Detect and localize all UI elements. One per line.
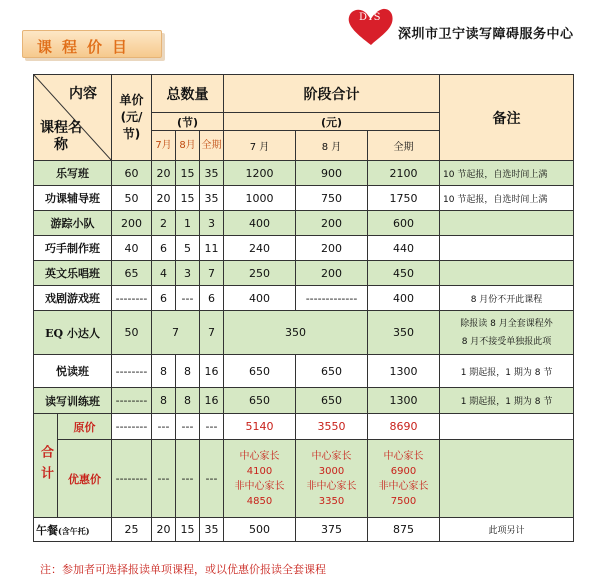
- qty-all: 35: [200, 161, 224, 186]
- center-parent-label: 中心家长: [383, 450, 424, 462]
- amt-jul: 500: [224, 518, 296, 542]
- section-title-banner: [22, 30, 162, 58]
- dys-heart-logo: [345, 5, 397, 47]
- qty-all: 16: [200, 355, 224, 388]
- discount-price-label: 优惠价: [68, 472, 101, 486]
- course-name: [34, 518, 112, 542]
- course-name: 戏剧游戏班: [34, 286, 112, 311]
- qty-aug: 5: [176, 236, 200, 261]
- amt-jul-aug: 350: [224, 311, 368, 355]
- course-name: EQ 小达人: [34, 311, 112, 355]
- amt-all-discount: [368, 440, 440, 518]
- table-row: [34, 261, 574, 286]
- qty-jul-aug: 7: [152, 311, 200, 355]
- qty-jul: 20: [152, 518, 176, 542]
- amt-aug: 750: [296, 186, 368, 211]
- amt-aug: -------------: [296, 286, 368, 311]
- price: 50: [112, 311, 152, 355]
- course-name: 功课辅导班: [34, 186, 112, 211]
- qty-jul: 6: [152, 286, 176, 311]
- amt-aug: 200: [296, 211, 368, 236]
- header-row-1: [34, 75, 574, 113]
- remark: 此项另计: [440, 518, 574, 542]
- amt-aug: 200: [296, 261, 368, 286]
- course-name: 巧手制作班: [34, 236, 112, 261]
- center-parent-price: 4100: [246, 465, 273, 477]
- course-name: 悦读班: [34, 355, 112, 388]
- qty-aug: 15: [176, 186, 200, 211]
- remark: 1 期起报，1 期为 8 节: [440, 388, 574, 414]
- remark: [440, 236, 574, 261]
- qty-jul: 2: [152, 211, 176, 236]
- logo-text: DYS: [359, 12, 381, 23]
- lunch-row: [34, 518, 574, 542]
- amt-aug: 375: [296, 518, 368, 542]
- qty-aug: 8: [176, 388, 200, 414]
- price: --------: [112, 440, 152, 518]
- noncenter-parent-price: 3350: [318, 495, 345, 507]
- amt-col-aug: 8 月: [296, 131, 368, 161]
- amt-all: 600: [368, 211, 440, 236]
- qty-all: 35: [200, 518, 224, 542]
- center-parent-price: 3000: [318, 465, 345, 477]
- noncenter-parent-label: 非中心家长: [306, 480, 357, 492]
- qty-all: 16: [200, 388, 224, 414]
- stage-total-unit: (元): [224, 113, 440, 131]
- original-price-label: 原价: [58, 414, 111, 440]
- qty-jul: 20: [152, 161, 176, 186]
- table-row: [34, 186, 574, 211]
- amt-all: 1300: [368, 355, 440, 388]
- lunch-label: 午餐: [36, 523, 58, 537]
- amt-jul: 5140: [224, 414, 296, 440]
- amt-aug-discount: [296, 440, 368, 518]
- amt-aug: 650: [296, 388, 368, 414]
- qty-aug: ---: [176, 414, 200, 440]
- amt-all: 440: [368, 236, 440, 261]
- total-qty-header: 总数量: [152, 75, 224, 113]
- qty-aug: ---: [176, 440, 200, 518]
- qty-aug: ---: [176, 286, 200, 311]
- remark: 10 节起报，自选时间上满: [440, 186, 574, 211]
- remark: [440, 261, 574, 286]
- qty-col-all: 全期: [200, 131, 224, 161]
- price: --------: [112, 388, 152, 414]
- qty-all: ---: [200, 440, 224, 518]
- price: --------: [112, 414, 152, 440]
- remark-line-1: 除报读 8 月全套课程外: [460, 318, 553, 329]
- table-row: [34, 355, 574, 388]
- price: 25: [112, 518, 152, 542]
- corner-bottom-label: 课程名称: [40, 120, 82, 153]
- price: 200: [112, 211, 152, 236]
- table-row: [34, 286, 574, 311]
- price: 50: [112, 186, 152, 211]
- noncenter-parent-price: 7500: [390, 495, 417, 507]
- qty-aug: 1: [176, 211, 200, 236]
- course-name: 英文乐唱班: [34, 261, 112, 286]
- amt-jul-discount: [224, 440, 296, 518]
- amt-jul: 650: [224, 388, 296, 414]
- lunch-note: (含午托): [58, 525, 90, 536]
- qty-all: 7: [200, 261, 224, 286]
- unit-price-header: 单价(元/节): [112, 75, 152, 161]
- amt-all: 2100: [368, 161, 440, 186]
- price-table: [33, 74, 574, 542]
- amt-aug: 650: [296, 355, 368, 388]
- qty-jul: ---: [152, 440, 176, 518]
- qty-all: 3: [200, 211, 224, 236]
- section-title: 课程价目: [37, 38, 138, 56]
- remark: [440, 211, 574, 236]
- amt-aug: 3550: [296, 414, 368, 440]
- qty-col-jul: 7月: [152, 131, 176, 161]
- center-parent-price: 6900: [390, 465, 417, 477]
- stage-total-header: 阶段合计: [224, 75, 440, 113]
- qty-aug: 15: [176, 518, 200, 542]
- noncenter-parent-label: 非中心家长: [378, 480, 429, 492]
- footer-note: 注：参加者可选择报读单项课程，或以优惠价报读全套课程: [40, 563, 326, 576]
- remark-header: 备注: [440, 75, 574, 161]
- amt-col-jul: 7 月: [224, 131, 296, 161]
- qty-all: ---: [200, 414, 224, 440]
- amt-aug: 900: [296, 161, 368, 186]
- qty-all: 11: [200, 236, 224, 261]
- qty-all: 35: [200, 186, 224, 211]
- price: --------: [112, 355, 152, 388]
- remark: 8 月份不开此课程: [440, 286, 574, 311]
- noncenter-parent-label: 非中心家长: [234, 480, 285, 492]
- qty-jul: ---: [152, 414, 176, 440]
- amt-aug: 200: [296, 236, 368, 261]
- remark: 1 期起报，1 期为 8 节: [440, 355, 574, 388]
- course-name: 游踪小队: [34, 211, 112, 236]
- price: --------: [112, 286, 152, 311]
- price: 60: [112, 161, 152, 186]
- table-row: [34, 161, 574, 186]
- corner-cell: [34, 75, 112, 161]
- qty-jul: 4: [152, 261, 176, 286]
- remark-empty: [440, 414, 574, 440]
- table-row: [34, 388, 574, 414]
- noncenter-parent-price: 4850: [246, 495, 273, 507]
- total-label: 合计: [34, 414, 58, 517]
- center-parent-label: 中心家长: [239, 450, 280, 462]
- course-name: 读写训练班: [34, 388, 112, 414]
- amt-all: 400: [368, 286, 440, 311]
- qty-jul: 6: [152, 236, 176, 261]
- amt-all: 450: [368, 261, 440, 286]
- remark-empty: [440, 440, 574, 518]
- org-name: 深圳市卫宁读写障碍服务中心: [398, 27, 574, 42]
- discount-price-row: [34, 440, 574, 518]
- qty-aug: 8: [176, 355, 200, 388]
- qty-jul: 8: [152, 388, 176, 414]
- original-price-row: [34, 414, 574, 440]
- amt-all: 8690: [368, 414, 440, 440]
- price: 65: [112, 261, 152, 286]
- qty-all: 7: [200, 311, 224, 355]
- remark: [440, 311, 574, 355]
- amt-col-all: 全期: [368, 131, 440, 161]
- price: 40: [112, 236, 152, 261]
- amt-jul: 1200: [224, 161, 296, 186]
- qty-jul: 8: [152, 355, 176, 388]
- eq-row: [34, 311, 574, 355]
- amt-jul: 400: [224, 211, 296, 236]
- remark-line-2: 8 月不接受单独报此项: [461, 336, 552, 347]
- qty-jul: 20: [152, 186, 176, 211]
- amt-all: 350: [368, 311, 440, 355]
- total-qty-unit: (节): [152, 113, 224, 131]
- table-row: [34, 211, 574, 236]
- amt-all: 1750: [368, 186, 440, 211]
- remark: 10 节起报，自选时间上满: [440, 161, 574, 186]
- course-name: 乐写班: [34, 161, 112, 186]
- total-group-cell: [34, 414, 112, 518]
- qty-aug: 15: [176, 161, 200, 186]
- amt-all: 875: [368, 518, 440, 542]
- amt-all: 1300: [368, 388, 440, 414]
- qty-all: 6: [200, 286, 224, 311]
- table-row: [34, 236, 574, 261]
- amt-jul: 240: [224, 236, 296, 261]
- amt-jul: 1000: [224, 186, 296, 211]
- qty-col-aug: 8月: [176, 131, 200, 161]
- center-parent-label: 中心家长: [311, 450, 352, 462]
- amt-jul: 400: [224, 286, 296, 311]
- corner-top-label: 内容: [69, 86, 97, 102]
- qty-aug: 3: [176, 261, 200, 286]
- amt-jul: 650: [224, 355, 296, 388]
- amt-jul: 250: [224, 261, 296, 286]
